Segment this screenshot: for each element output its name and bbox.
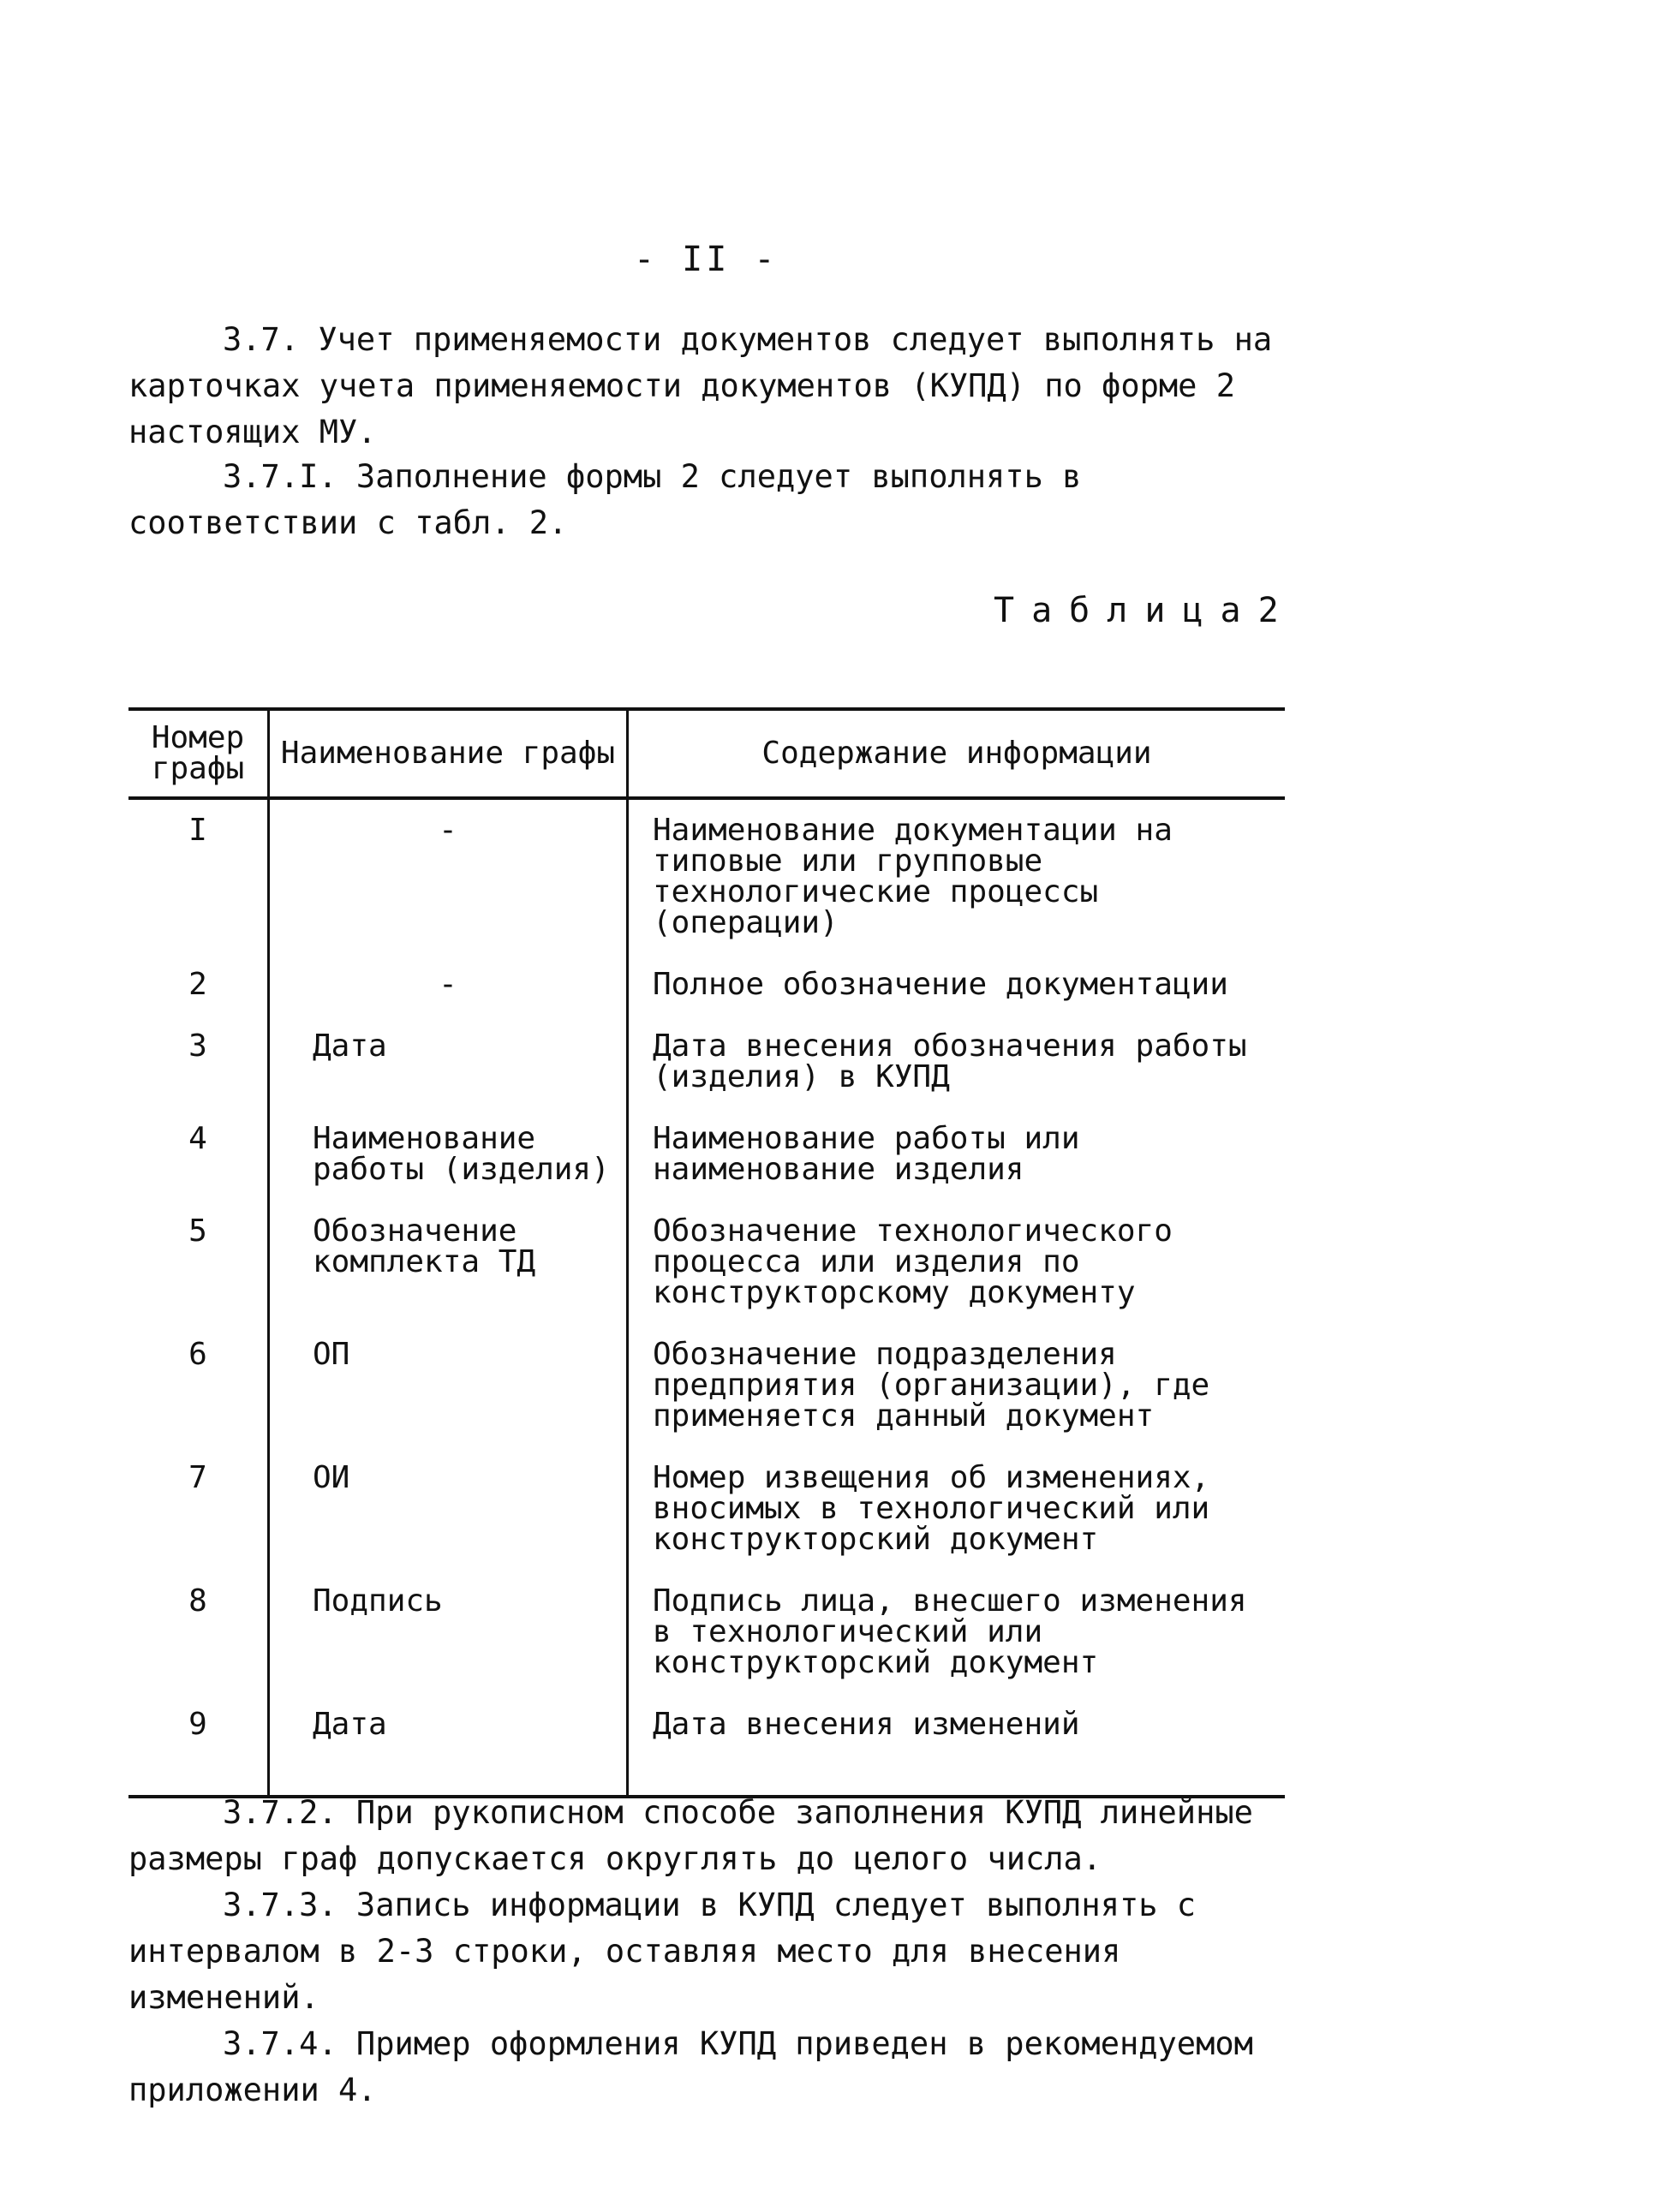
table-row (128, 798, 1285, 961)
header-column-content: Содержание информации (628, 709, 1286, 798)
table-header-row (128, 709, 1285, 798)
row-number: 3 (188, 1028, 207, 1064)
row-number: 2 (188, 967, 207, 1002)
table-row (128, 1115, 1285, 1207)
header-column-name: Наименование графы (269, 709, 628, 798)
row-description: Наименование документации на типовые или групповые технологические процессы (операции) (628, 798, 1286, 961)
row-name: Обозначение комплекта ТД (269, 1207, 628, 1331)
table-row (128, 1331, 1285, 1454)
row-number: 7 (188, 1460, 207, 1495)
header-column-number: Номер графы (128, 709, 269, 798)
row-name: Дата (269, 1701, 628, 1797)
row-description: Наименование работы или наименование изделия (628, 1115, 1286, 1207)
row-name: ОИ (269, 1454, 628, 1577)
table-row (128, 1023, 1285, 1115)
row-number: I (188, 813, 207, 848)
row-name: Подпись (269, 1577, 628, 1701)
row-number: 8 (188, 1583, 207, 1619)
row-description: Подпись лица, внесшего изменения в технологический или конструкторский документ (628, 1577, 1286, 1701)
row-description: Обозначение подразделения предприятия (организации), где применяется данный документ (628, 1331, 1286, 1454)
table-row (128, 1454, 1285, 1577)
row-number: 5 (188, 1213, 207, 1249)
table-caption: Таблица2 (994, 591, 1296, 630)
row-name: Наименование работы (изделия) (269, 1115, 628, 1207)
row-name: Дата (269, 1023, 628, 1115)
row-description: Обозначение технологического процесса или изделия по конструкторскому документу (628, 1207, 1286, 1331)
table-row (128, 1701, 1285, 1797)
row-name: ОП (269, 1331, 628, 1454)
paragraph-3-7-2: 3.7.2. При рукописном способе заполнения КУПД линейные размеры граф допускается округлять до целого числа. (128, 1794, 1253, 1877)
row-description: Дата внесения обозначения работы (изделия) в КУПД (628, 1023, 1286, 1115)
row-description: Дата внесения изменений (628, 1701, 1286, 1797)
bottom-paragraphs (128, 1790, 1293, 2114)
paragraph-3-7-3: 3.7.3. Запись информации в КУПД следует выполнять с интервалом в 2-3 строки, оставляя место для внесения изменений. (128, 1887, 1197, 2016)
table-row (128, 1207, 1285, 1331)
row-number: 6 (188, 1337, 207, 1372)
table-row (128, 1577, 1285, 1701)
page-number: - II - (634, 240, 779, 279)
paragraph-3-7-1: 3.7.I. Заполнение формы 2 следует выполнять в соответствии с табл. 2. (128, 458, 1082, 541)
row-name: - (269, 961, 628, 1023)
row-name: - (269, 798, 628, 961)
paragraph-3-7-4: 3.7.4. Пример оформления КУПД приведен в рекомендуемом приложении 4. (128, 2025, 1253, 2108)
row-description: Полное обозначение документации (628, 961, 1286, 1023)
row-number: 4 (188, 1121, 207, 1156)
row-number: 9 (128, 1701, 269, 1797)
table-2 (128, 707, 1285, 1798)
row-description: Номер извещения об изменениях, вносимых в технологический или конструкторский документ (628, 1454, 1286, 1577)
table-row (128, 961, 1285, 1023)
paragraph-3-7: 3.7. Учет применяемости документов следует выполнять на карточках учета применяемости документов (КУПД) по форме 2 настоящих МУ. (128, 321, 1273, 450)
